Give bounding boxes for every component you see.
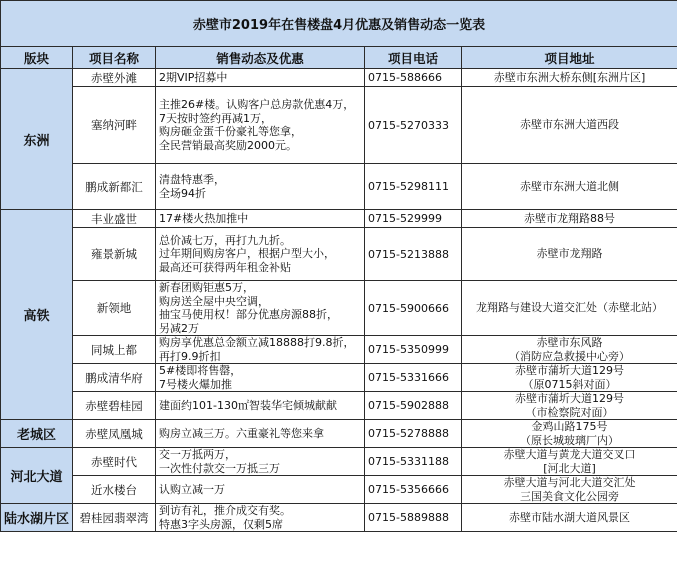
phone-cell: 0715-5213888 <box>365 228 462 281</box>
table-row <box>1 281 677 336</box>
promo-cell <box>156 448 365 476</box>
project-name: 鹏成新都汇 <box>73 164 156 210</box>
phone-cell: 0715-5298111 <box>365 164 462 210</box>
address-line: （原0715斜对面） <box>522 377 617 391</box>
address-line: 赤壁市东洲大道西段 <box>520 118 619 132</box>
address-cell <box>462 336 677 364</box>
promo-line: 特惠3字头房源，仅剩5席 <box>159 517 283 531</box>
promo-line: 建面约101-130㎡智装华宅倾城献献 <box>159 398 337 412</box>
table-row <box>1 476 677 504</box>
address-line: 金鸡山路175号 <box>531 420 608 433</box>
address-line: 赤壁市东风路 <box>536 336 603 349</box>
promo-line: 购房享优惠总金额立减18888打9.8折， <box>159 336 355 349</box>
phone-cell: 0715-5356666 <box>365 476 462 504</box>
promo-cell <box>156 87 365 164</box>
table-row <box>1 448 677 476</box>
table-row <box>1 228 677 281</box>
phone-cell: 0715-529999 <box>365 210 462 228</box>
address-cell <box>462 164 677 210</box>
phone-cell: 0715-5350999 <box>365 336 462 364</box>
address-line: 赤壁大道与河北大道交汇处 <box>503 476 636 489</box>
project-name: 赤壁凤凰城 <box>73 420 156 448</box>
address-line: 赤壁市东洲大道北侧 <box>520 179 619 193</box>
phone-cell: 0715-5900666 <box>365 281 462 336</box>
address-cell <box>462 364 677 392</box>
address-line: 赤壁市陆水湖大道风景区 <box>509 510 630 524</box>
region-cell: 陆水湖片区 <box>1 504 73 532</box>
project-name: 碧桂园翡翠湾 <box>73 504 156 532</box>
project-name: 新领地 <box>73 281 156 336</box>
phone-cell: 0715-588666 <box>365 69 462 87</box>
project-name: 同城上都 <box>73 336 156 364</box>
address-line: 赤壁市蒲圻大道129号 <box>515 364 624 377</box>
address-line: 赤壁市龙翔路 <box>536 247 603 261</box>
promo-cell <box>156 69 365 87</box>
table-row <box>1 164 677 210</box>
promo-cell <box>156 420 365 448</box>
header-promo: 销售动态及优惠 <box>156 47 365 69</box>
phone-cell: 0715-5902888 <box>365 392 462 420</box>
project-name: 赤壁碧桂园 <box>73 392 156 420</box>
promo-line: 清盘特惠季， <box>159 173 225 186</box>
promo-line: 购房立减三万。六重豪礼等您来拿 <box>159 426 324 440</box>
region-cell: 老城区 <box>1 420 73 448</box>
table-row <box>1 87 677 164</box>
promo-line: 7号楼火爆加推 <box>159 377 232 391</box>
promo-cell <box>156 364 365 392</box>
project-name: 赤壁时代 <box>73 448 156 476</box>
promo-line: 购房送全屋中央空调， <box>159 294 269 308</box>
promo-cell <box>156 392 365 420</box>
address-line: （原长城玻璃厂内） <box>520 433 619 447</box>
address-cell <box>462 476 677 504</box>
table-row <box>1 504 677 532</box>
address-line: 赤壁市东洲大桥东侧[东洲片区] <box>493 70 646 84</box>
project-name: 丰业盛世 <box>73 210 156 228</box>
phone-cell: 0715-5889888 <box>365 504 462 532</box>
promo-line: 另减2万 <box>159 321 199 335</box>
address-line: 三国美食文化公园旁 <box>520 489 619 503</box>
promo-cell <box>156 228 365 281</box>
region-cell: 高铁 <box>1 210 73 420</box>
promo-line: 交一万抵两万， <box>159 448 236 461</box>
address-line: 龙翔路与建设大道交汇处（赤壁北站） <box>476 301 663 315</box>
promo-cell <box>156 210 365 228</box>
phone-cell: 0715-5331666 <box>365 364 462 392</box>
promo-line: 认购立减一万 <box>159 482 225 496</box>
address-cell <box>462 392 677 420</box>
promo-line: 抽宝马使用权！部分优惠房源88折， <box>159 308 338 321</box>
project-name: 鹏成清华府 <box>73 364 156 392</box>
promo-line: 全民营销最高奖励2000元。 <box>159 138 297 152</box>
address-cell <box>462 448 677 476</box>
table-title: 赤壁市2019年在售楼盘4月优惠及销售动态一览表 <box>1 1 677 47</box>
header-region: 版块 <box>1 47 73 69</box>
region-cell: 河北大道 <box>1 448 73 504</box>
phone-cell: 0715-5270333 <box>365 87 462 164</box>
project-name: 塞纳河畔 <box>73 87 156 164</box>
promo-line: 5#楼即将售罄， <box>159 364 242 377</box>
address-cell <box>462 504 677 532</box>
phone-cell: 0715-5278888 <box>365 420 462 448</box>
address-cell <box>462 281 677 336</box>
promo-line: 7天按时签约再减1万， <box>159 111 272 125</box>
table-row <box>1 392 677 420</box>
promo-line: 过年期间购房客户，根据户型大小， <box>159 247 335 261</box>
address-cell <box>462 210 677 228</box>
header-address: 项目地址 <box>462 47 677 69</box>
promo-line: 总价减七万，再打九九折。 <box>159 233 291 247</box>
table-row <box>1 210 677 228</box>
address-line: 赤壁市蒲圻大道129号 <box>515 392 624 405</box>
promo-cell <box>156 476 365 504</box>
promo-line: 到访有礼，推介成交有奖。 <box>159 504 291 517</box>
promo-cell <box>156 281 365 336</box>
project-name: 雍景新城 <box>73 228 156 281</box>
phone-cell: 0715-5331188 <box>365 448 462 476</box>
promo-line: 全场94折 <box>159 186 206 200</box>
address-cell <box>462 228 677 281</box>
address-line: 赤壁市龙翔路88号 <box>524 211 615 225</box>
table-row <box>1 364 677 392</box>
promo-line: 购房砸金蛋千份豪礼等您拿， <box>159 125 302 138</box>
address-cell <box>462 69 677 87</box>
promo-line: 一次性付款交一万抵三万 <box>159 461 280 475</box>
address-cell <box>462 420 677 448</box>
region-cell: 东洲 <box>1 69 73 210</box>
promo-line: 2期VIP招募中 <box>159 70 228 84</box>
promo-cell <box>156 504 365 532</box>
promo-line: 17#楼火热加推中 <box>159 211 249 225</box>
address-cell <box>462 87 677 164</box>
address-line: （消防应急救援中心旁） <box>509 349 630 363</box>
table-row <box>1 336 677 364</box>
promo-cell <box>156 164 365 210</box>
address-line: 赤壁大道与黄龙大道交叉口 <box>503 448 636 461</box>
table-row <box>1 420 677 448</box>
header-project-name: 项目名称 <box>73 47 156 69</box>
address-line: [河北大道] <box>543 461 596 475</box>
promo-line: 最高还可获得两年租金补贴 <box>159 260 291 274</box>
project-name: 赤壁外滩 <box>73 69 156 87</box>
header-phone: 项目电话 <box>365 47 462 69</box>
promo-line: 再打9.9折扣 <box>159 349 221 363</box>
project-name: 近水楼台 <box>73 476 156 504</box>
promo-line: 主推26#楼。认购客户总房款优惠4万， <box>159 98 355 111</box>
promo-cell <box>156 336 365 364</box>
address-line: （市检察院对面） <box>525 405 614 419</box>
promo-line: 新春团购钜惠5万， <box>159 281 254 294</box>
table-row <box>1 69 677 87</box>
